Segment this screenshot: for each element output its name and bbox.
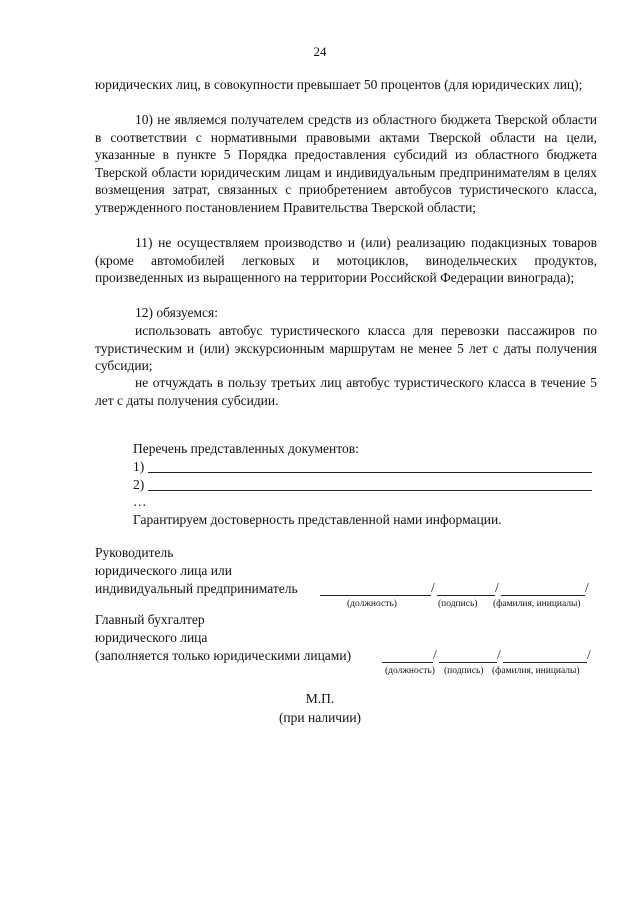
paragraph-item-12: 12) обязуемся: <box>135 305 218 320</box>
paragraph-item-10: 10) не являемся получателем средств из областного бюджета Тверской области в соответствии с нормативными правовыми актами Тверской области на цели, указанные в пункте 5 Порядка предоставления субсидий из областного бюджета Тверской области юридическим лицам и индивидуальным предпринимателям в целях возмещения затрат, связанных с приобретением автобусов туристического класса, утвержденного постановлением Правительства Тверской области; <box>95 112 597 215</box>
head-title-line1: Руководитель <box>95 545 174 560</box>
head-slash-1: / <box>431 580 435 595</box>
documents-item-1-label: 1) <box>133 459 145 474</box>
head-position-line <box>320 595 431 596</box>
stamp-note: (при наличии) <box>278 710 362 725</box>
paragraph-item-11: 11) не осуществляем производство и (или) реализацию подакцизных товаров (кроме автомобилей легковых и мотоциклов, винодельческих продуктов, произведенных из выращенного на территории Российской Федерации винограда); <box>95 235 597 286</box>
paragraph-obligation-use: использовать автобус туристического класса для перевозки пассажиров по туристическим и (или) экскурсионным маршрутам не менее 5 лет с даты получения субсидии; <box>95 323 597 374</box>
accountant-caption-signature: (подпись) <box>444 666 484 676</box>
head-name-line <box>501 595 585 596</box>
documents-heading: Перечень представленных документов: <box>133 441 359 456</box>
paragraph-obligation-keep: не отчуждать в пользу третьих лиц автобус туристического класса в течение 5 лет с даты получения субсидии. <box>95 375 597 408</box>
accountant-slash-3: / <box>587 647 591 662</box>
head-caption-signature: (подпись) <box>438 599 478 609</box>
accountant-signature-line <box>439 662 497 663</box>
page-number: 24 <box>313 44 327 59</box>
accountant-slash-1: / <box>433 647 437 662</box>
head-slash-2: / <box>495 580 499 595</box>
accountant-caption-name: (фамилия, инициалы) <box>492 666 580 676</box>
head-slash-3: / <box>585 580 589 595</box>
documents-item-2-line <box>148 490 592 491</box>
guarantee-statement: Гарантируем достоверность представленной нами информации. <box>133 512 502 527</box>
accountant-name-line <box>503 662 587 663</box>
documents-ellipsis: … <box>133 494 147 509</box>
accountant-title-line2: юридического лица <box>95 630 208 645</box>
head-caption-name: (фамилия, инициалы) <box>493 599 581 609</box>
accountant-slash-2: / <box>497 647 501 662</box>
head-title-line3: индивидуальный предприниматель <box>95 581 298 596</box>
accountant-position-line <box>382 662 433 663</box>
head-signature-line <box>437 595 495 596</box>
paragraph-continuation: юридических лиц, в совокупности превышает 50 процентов (для юридических лиц); <box>95 77 583 92</box>
accountant-title-line3: (заполняется только юридическими лицами) <box>95 648 352 663</box>
head-title-line2: юридического лица или <box>95 563 232 578</box>
accountant-title-line1: Главный бухгалтер <box>95 612 205 627</box>
head-caption-position: (должность) <box>347 599 397 609</box>
documents-item-2-label: 2) <box>133 477 145 492</box>
documents-item-1-line <box>148 472 592 473</box>
accountant-caption-position: (должность) <box>385 666 435 676</box>
stamp-place: М.П. <box>305 691 335 706</box>
